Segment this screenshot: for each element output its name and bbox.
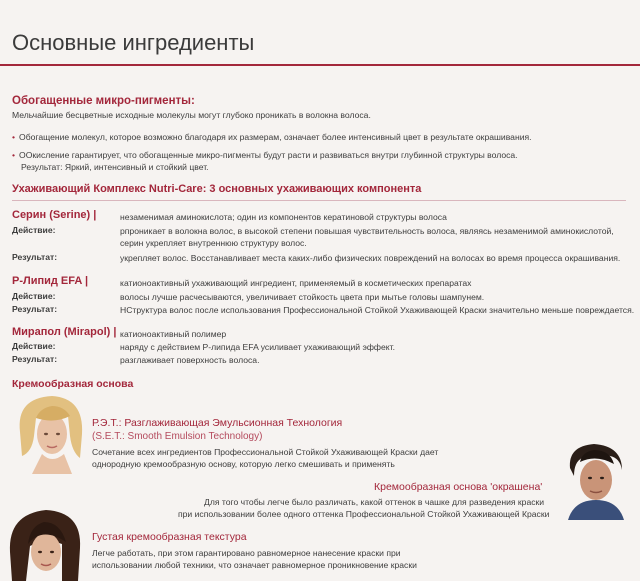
micro-bullet-1 (12, 131, 532, 143)
lipid-desc: катионоактивный ухаживающий ингредиент, применяемый в косметических препаратах (120, 278, 472, 288)
mirapol-name: Мирапол (Mirapol) | (12, 326, 117, 338)
set-text-2: однородную кремообразную основу, которую легко смешивать и применять (92, 459, 395, 469)
title-rule (0, 64, 640, 66)
dark-haired-woman-portrait (6, 508, 88, 581)
serine-result-label: Результат: (12, 252, 58, 262)
micro-result: Результат: Яркий, интенсивный и стойкий цвет. (21, 162, 209, 172)
serine-desc: незаменимая аминокислота; один из компонентов кератиновой структуры волоса (120, 212, 447, 222)
serine-action-1: рпроникает в волокна волос, в высокой степени повышая чувствительность волоса, являясь незаменимой аминокислотой, (120, 226, 614, 236)
lipid-action-label: Действие: (12, 291, 56, 301)
lipid-result: НСтруктура волос после использования Профессиональной Стойкой Ухаживающей Краски значительно меньше повреждается. (120, 305, 635, 315)
serine-action-label: Действие: (12, 225, 56, 235)
set-text-1: Сочетание всех ингредиентов Профессиональной Стойкой Ухаживающей Краски дает (92, 447, 439, 457)
lipid-result-label: Результат: (12, 304, 58, 314)
mirapol-action: наряду с действием Р-липида EFA усиливает ухаживающий эффект. (120, 342, 395, 352)
micro-intro: Мельчайшие бесцветные исходные молекулы могут глубоко проникать в волокна волоса. (12, 110, 371, 120)
section-divider (12, 200, 626, 201)
mirapol-result: разглаживает поверхность волоса. (120, 355, 260, 365)
cream-heading: Кремообразная основа (12, 378, 134, 390)
bullet-icon: • (12, 132, 16, 142)
thick-text-1: Легче работать, при этом гарантировано равномерное нанесение краски при (92, 548, 401, 558)
lipid-action: волосы лучше расчесываются, увеличивает стойкость цвета при мытье головы шампунем. (120, 292, 485, 302)
tinted-title: Кремообразная основа 'окрашена' (374, 481, 543, 493)
mirapol-action-label: Действие: (12, 341, 56, 351)
nutri-heading: Ухаживающий Комплекс Nutri-Care: 3 основных ухаживающих компонента (12, 183, 422, 195)
mirapol-desc: катионоактивный полимер (120, 329, 227, 339)
serine-result: укрепляет волос. Восстанавливает места каких-либо физических повреждений на волосах во время процесса окрашивания. (120, 253, 621, 263)
micro-bullet-2-text: ООкисление гарантирует, что обогащенные микро-пигменты будут расти и развиваться внутри глубинной структуры волоса. (19, 150, 518, 160)
blonde-woman-portrait (14, 392, 88, 474)
mirapol-result-label: Результат: (12, 354, 58, 364)
micro-heading: Обогащенные микро-пигменты: (12, 95, 195, 107)
page-title: Основные ингредиенты (12, 30, 255, 55)
serine-action-2: серин укрепляет внутреннюю структуру волос. (120, 238, 307, 248)
micro-bullet-2 (12, 149, 518, 161)
man-portrait (560, 442, 630, 520)
set-title: Р.Э.Т.: Разглаживающая Эмульсионная Технология (92, 417, 343, 429)
micro-bullet-1-text: Обогащение молекул, которое возможно благодаря их размерам, означает более интенсивный цвет в результате окрашивания. (19, 132, 532, 142)
set-subtitle: (S.E.T.: Smooth Emulsion Technology) (92, 431, 263, 442)
tinted-text-1: Для того чтобы легче было различать, какой оттенок в чашке для разведения краски (204, 497, 545, 507)
tinted-text-2: при использовании более одного оттенка Профессиональной Стойкой Ухаживающей Краски (178, 509, 550, 519)
serine-name: Серин (Serine) | (12, 209, 97, 221)
lipid-name: Р-Липид EFA | (12, 275, 89, 287)
thick-title: Густая кремообразная текстура (92, 531, 247, 543)
thick-text-2: использовании любой техники, что означает равномерное проникновение краски (92, 560, 417, 570)
bullet-icon: • (12, 150, 16, 160)
